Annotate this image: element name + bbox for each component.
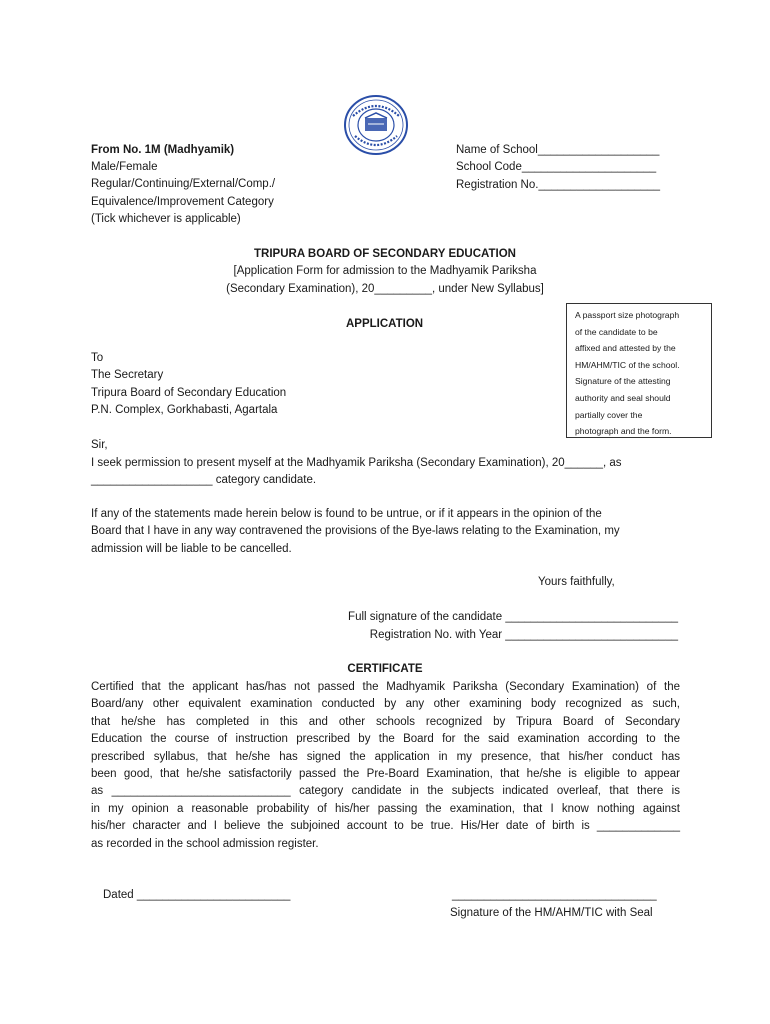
photo-instruction-line: affixed and attested by the [575,343,676,354]
form-subtitle: (Secondary Examination), 20_________, under New Syllabus] [226,283,544,295]
salutation: Sir, [91,439,108,451]
photo-instruction-line: Signature of the attesting [575,376,671,387]
registration-no-field: Registration No.___________________ [456,178,660,191]
certificate-line: Board/any other equivalent examination conducted by any other examining body recognized as such, [91,698,680,711]
certificate-heading: CERTIFICATE [347,663,423,675]
addressee-line: P.N. Complex, Gorkhabasti, Agartala [91,404,278,417]
photograph-box [566,303,712,438]
photo-instruction-line: A passport size photograph [575,310,680,320]
hm-signature-line: ________________________________ [452,889,657,901]
category-line: Regular/Continuing/External/Comp./ [91,178,276,191]
closing-yours-faithfully: Yours faithfully, [538,576,615,588]
dated-field: Dated ________________________ [103,889,291,901]
certificate-paragraph [91,679,680,853]
certificate-line: that he/she has completed in this and other schools recognized by Tripura Board of Secondary [91,715,680,728]
photo-instruction-line: partially cover the [575,409,643,420]
declaration-line: Board that I have in any way contravened the provisions of the Bye-laws relating to the Examination, my [91,525,620,538]
certificate-line: in my opinion a reasonable probability of his/her passing the examination, that I know nothing against [91,802,680,815]
form-subtitle: [Application Form for admission to the Madhyamik Pariksha [233,265,537,277]
request-line: ___________________ category candidate. [91,474,317,487]
candidate-category-block [91,159,275,229]
form-number: From No. 1M (Madhyamik) [91,144,235,156]
school-details-block [456,142,660,194]
board-seal-logo [343,94,409,156]
addressee-line: To [91,352,104,364]
certificate-line: as ____________________________ category candidate in the subjects indicated overleaf, that there is [91,785,680,798]
certificate-line: his/her character and I believe the subjoined account to be true. His/Her date of birth is _____________ [91,820,680,833]
certificate-line: Education the course of instruction prescribed by the Board for the said examination according to the [91,733,680,746]
request-paragraph [91,455,622,490]
photo-instruction-line: HM/AHM/TIC of the school. [575,359,680,370]
certificate-line: been good, that he/she satisfactorily passed the Pre-Board Examination, that he/she is eligible to appear [91,768,680,781]
board-title: TRIPURA BOARD OF SECONDARY EDUCATION [254,248,516,260]
category-line: Male/Female [91,161,158,173]
declaration-line: If any of the statements made herein below is found to be untrue, or if it appears in the opinion of the [91,508,602,520]
name-of-school-field: Name of School___________________ [456,144,660,156]
registration-with-year-field: Registration No. with Year ___________________________ [369,629,678,641]
candidate-signature-field: Full signature of the candidate ___________________________ [348,611,678,623]
addressee-line: Tripura Board of Secondary Education [91,386,287,399]
request-line: I seek permission to present myself at the Madhyamik Pariksha (Secondary Examination), 20______, as [91,457,622,469]
declaration-paragraph [91,506,620,558]
addressee-line: The Secretary [91,369,164,382]
photo-instruction-line: of the candidate to be [575,326,658,337]
category-line: Equivalence/Improvement Category [91,195,274,208]
declaration-line: admission will be liable to be cancelled. [91,542,292,555]
certificate-line: Certified that the applicant has/has not passed the Madhyamik Pariksha (Secondary Examination) of the [91,681,680,693]
photo-instruction-line: authority and seal should [575,392,671,403]
certificate-line: as recorded in the school admission register. [91,837,319,850]
application-heading: APPLICATION [346,318,424,330]
school-code-field: School Code_____________________ [456,161,657,174]
hm-signature-caption: Signature of the HM/AHM/TIC with Seal [450,907,653,919]
category-line: (Tick whichever is applicable) [91,213,241,226]
addressee-block [91,350,286,420]
certificate-line: prescribed syllabus, that he/she has signed the application in my presence, that his/her conduct has [91,750,680,763]
photo-instruction-line: photograph and the form. [575,426,672,437]
